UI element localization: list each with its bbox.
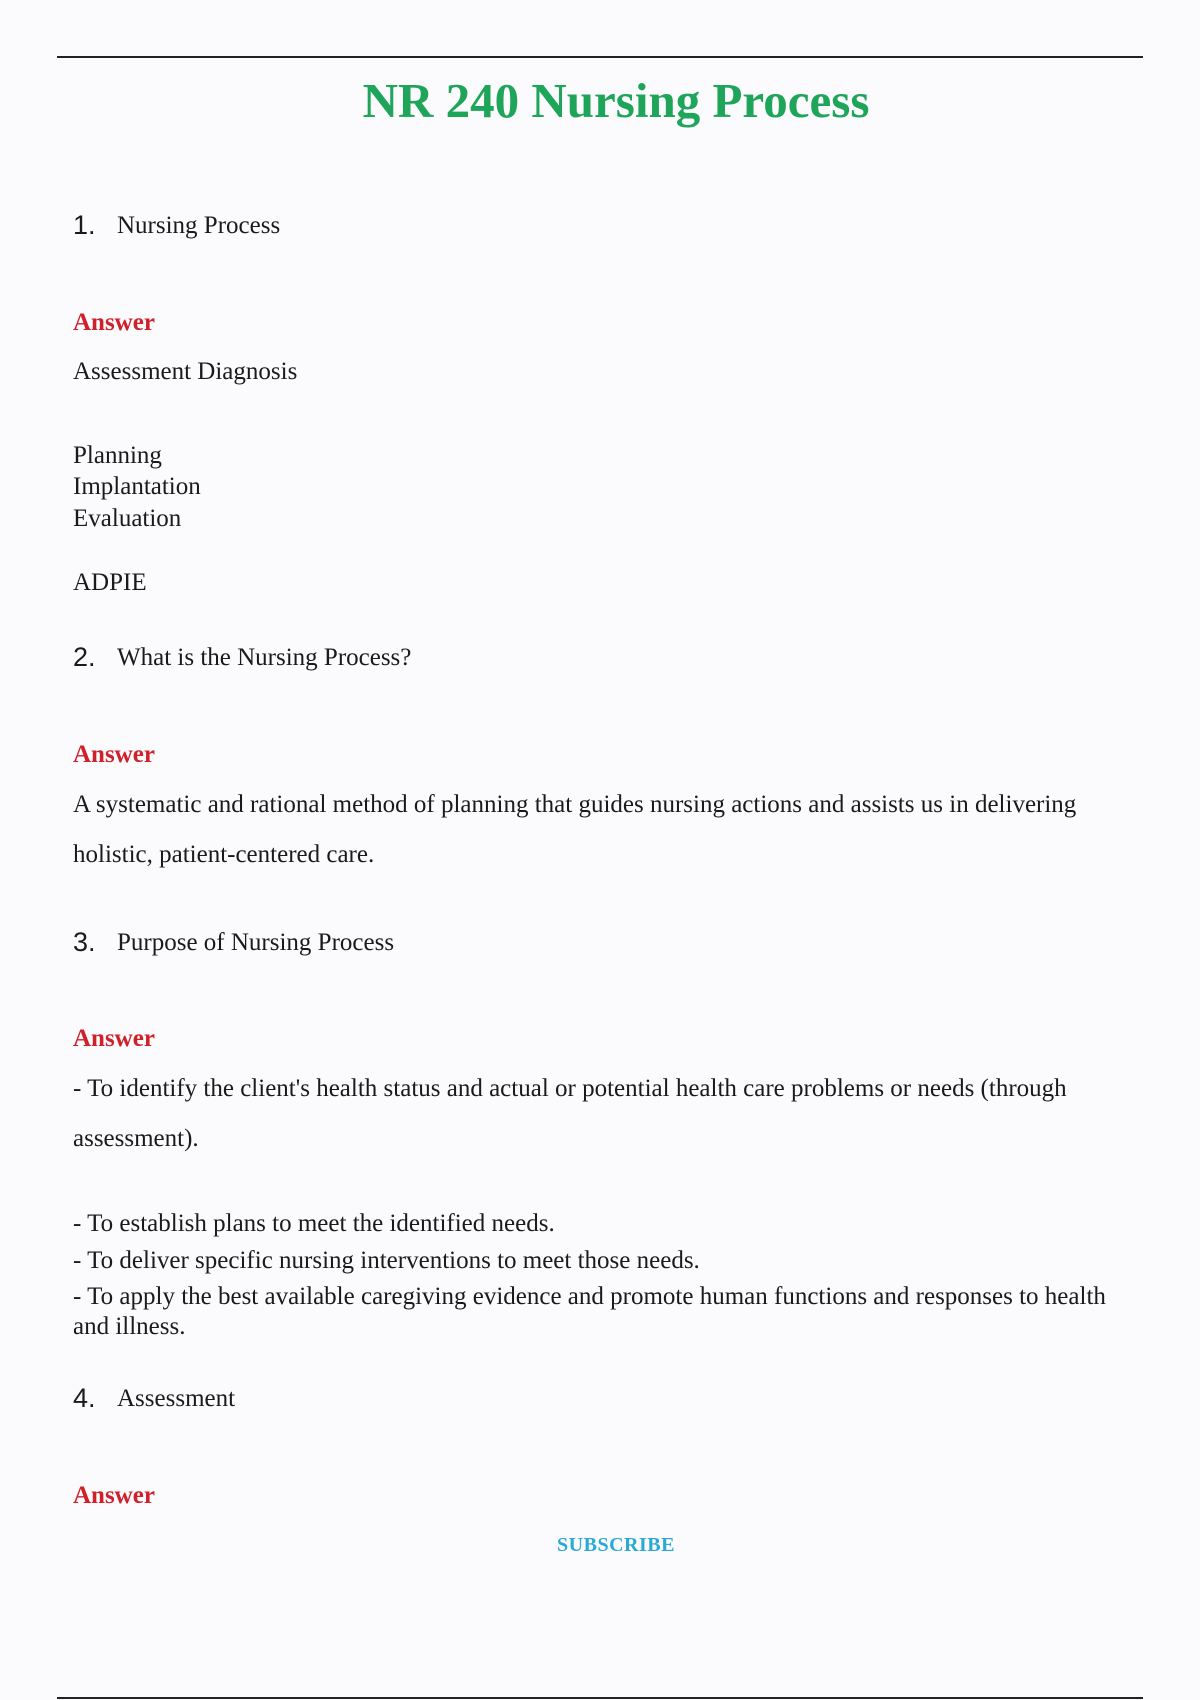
bottom-rule (57, 1697, 1143, 1699)
question-number: 2. (73, 642, 96, 672)
question-number: 3. (73, 927, 96, 957)
list-item: - To apply the best available caregiving evidence and promote human functions and responses to health and illness. (73, 1283, 1106, 1340)
answer-line: Implantation (73, 473, 201, 500)
answer-line: Evaluation (73, 505, 182, 532)
document-title: NR 240 Nursing Process (362, 73, 870, 128)
answer-line: Planning (73, 442, 162, 469)
answer-label: Answer (73, 1025, 155, 1052)
answer-label: Answer (73, 309, 155, 336)
question-text: Purpose of Nursing Process (117, 929, 395, 956)
answer-label: Answer (73, 1482, 155, 1509)
question-number: 4. (73, 1383, 96, 1413)
question-text: Nursing Process (117, 212, 281, 239)
list-item: - To establish plans to meet the identified needs. (73, 1210, 555, 1237)
question-text: Assessment (117, 1385, 236, 1412)
answer-text: Assessment Diagnosis (73, 358, 298, 385)
top-rule (57, 56, 1143, 58)
question-text: What is the Nursing Process? (117, 644, 412, 671)
list-item: - To deliver specific nursing interventions to meet those needs. (73, 1247, 700, 1274)
answer-paragraph: A systematic and rational method of planning that guides nursing actions and assists us in delivering holistic, patient-centered care. (73, 791, 1077, 868)
question-number: 1. (73, 210, 96, 240)
answer-label: Answer (73, 741, 155, 768)
answer-line: ADPIE (73, 569, 147, 596)
answer-paragraph: - To identify the client's health status and actual or potential health care problems or needs (through assessment). (73, 1075, 1067, 1152)
subscribe-link[interactable]: SUBSCRIBE (557, 1534, 675, 1556)
